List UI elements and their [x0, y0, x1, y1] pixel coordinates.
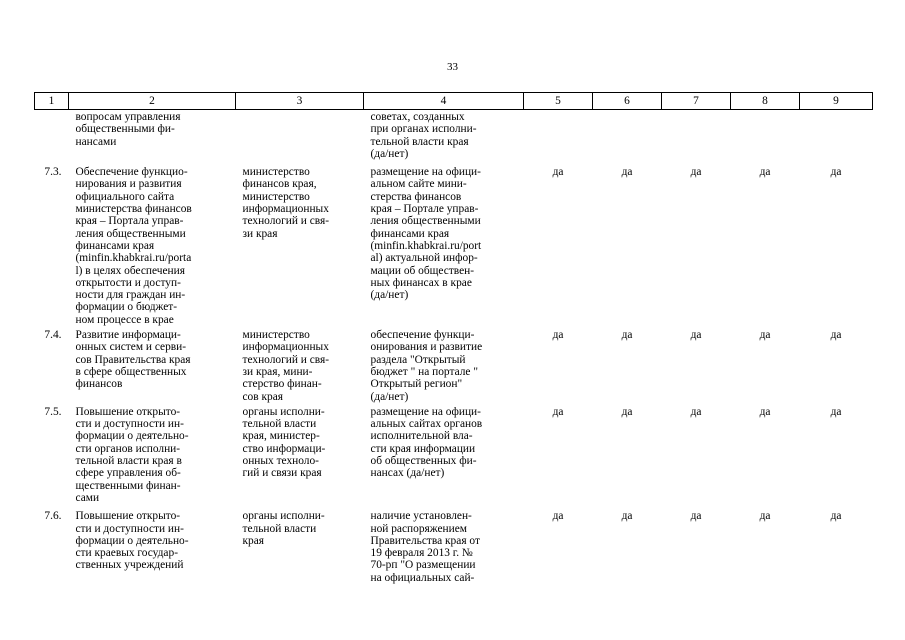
- value-cell: да: [621, 329, 633, 342]
- responsible-executor: [236, 110, 364, 161]
- value-cell: да: [690, 510, 702, 523]
- responsible-executor: органы исполни- тельной власти края, министер- ство информаци- онных техноло- гий и связи края: [242, 405, 326, 480]
- row-number: 7.3.: [44, 166, 62, 179]
- column-header: 4: [364, 93, 524, 110]
- row-number: [35, 110, 69, 161]
- value-cell: да: [759, 166, 771, 179]
- column-header: 5: [524, 93, 593, 110]
- indicator: наличие установлен- ной распоряжением Правительства края от 19 февраля 2013 г. № 70-рп "О размещении на официальных сай-: [370, 510, 480, 584]
- row-number: 7.4.: [44, 329, 62, 342]
- page-number: 33: [447, 61, 458, 73]
- column-header: 7: [662, 93, 731, 110]
- measure-name: Повышение открыто- сти и доступности ин- формации о деятельно- сти органов исполни- тельной власти края в сфере управления об- щественными финан- сами: [75, 405, 189, 504]
- value-cell: да: [621, 166, 633, 179]
- row-number: 7.5.: [44, 405, 62, 418]
- column-header: 1: [35, 93, 69, 110]
- table-header-row: [35, 93, 873, 110]
- value-cell: да: [830, 166, 842, 179]
- value-cell: да: [830, 510, 842, 523]
- indicator: размещение на офици- альных сайтах органов исполнительной вла- сти края информации об общественных фи- нансах (да/нет): [370, 405, 483, 480]
- responsible-executor: министерство информационных технологий и свя- зи края, мини- стерство финан- сов края: [242, 329, 330, 403]
- value-cell: да: [552, 405, 564, 418]
- measure-name: Обеспечение функцио- нирования и развития официального сайта министерства финансов края – Портала управ- ления общественными финансами края (minfin.khabkrai.ru/porta l) в целях обеспечения открытости и доступ- ности для граждан ин- формации о бюджет- ном процессе в крае: [75, 166, 192, 326]
- column-header: 9: [800, 93, 873, 110]
- value-cell: да: [759, 329, 771, 342]
- column-header: 6: [593, 93, 662, 110]
- value-cell: да: [621, 510, 633, 523]
- value-cell: да: [690, 329, 702, 342]
- measures-table: [34, 92, 873, 584]
- indicator: советах, созданных при органах исполни- тельной власти края (да/нет): [370, 111, 477, 160]
- measure-name: Повышение открыто- сти и доступности ин- формации о деятельно- сти краевых государ- ственных учреждений: [75, 510, 189, 572]
- table-row: [35, 504, 873, 584]
- table-row: [35, 326, 873, 403]
- value-cell: да: [552, 166, 564, 179]
- column-header: 3: [236, 93, 364, 110]
- value-cell: да: [759, 405, 771, 418]
- value-cell: да: [759, 510, 771, 523]
- responsible-executor: органы исполни- тельной власти края: [242, 510, 325, 547]
- measure-name: вопросам управления общественными фи- нансами: [75, 111, 181, 148]
- table-row: [35, 160, 873, 326]
- table-row: [35, 403, 873, 504]
- indicator: обеспечение функци- онирования и развитие раздела "Открытый бюджет " на портале " Открытый регион" (да/нет): [370, 329, 483, 403]
- value-cell: да: [552, 329, 564, 342]
- row-number: 7.6.: [44, 510, 62, 523]
- responsible-executor: министерство финансов края, министерство информационных технологий и свя- зи края: [242, 166, 330, 240]
- column-header: 8: [731, 93, 800, 110]
- measure-name: Развитие информаци- онных систем и серви- сов Правительства края в сфере общественных финансов: [75, 329, 191, 391]
- value-cell: да: [690, 405, 702, 418]
- value-cell: да: [830, 405, 842, 418]
- column-header: 2: [69, 93, 236, 110]
- indicator: размещение на офици- альном сайте мини- стерства финансов края – Портале управ- ления общественными финансами края (minfin.khabkrai.ru/port al) актуальной инфор- мации об обществен- ных финансах в крае (да/нет): [370, 166, 482, 302]
- value-cell: да: [621, 405, 633, 418]
- value-cell: да: [690, 166, 702, 179]
- value-cell: да: [552, 510, 564, 523]
- value-cell: да: [830, 329, 842, 342]
- table-row-continuation: [35, 110, 873, 161]
